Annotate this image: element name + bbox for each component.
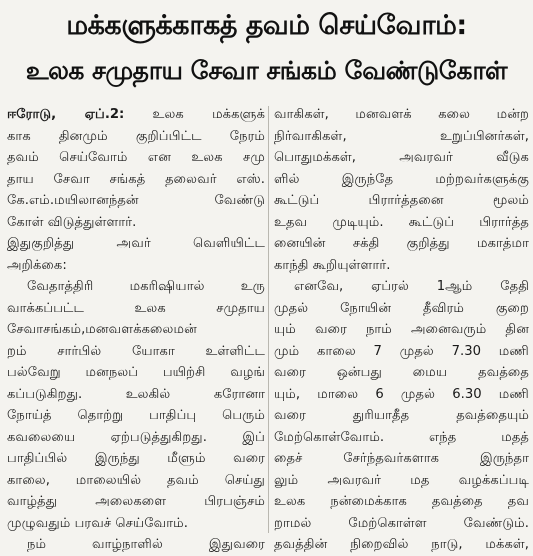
- article-column-left: [7, 104, 265, 552]
- text-line: வாக்கப்பட்ட உலக சமுதாய: [7, 300, 265, 316]
- text-line: வரை ஒன்பது மைய தவத்தை: [274, 365, 529, 380]
- text-line: வாழ்த்து அலைகளை பிரபஞ்சம்: [7, 494, 265, 509]
- text-line: மும் காலை 7 முதல் 7.30 மணி: [274, 343, 529, 359]
- text-line: [7, 104, 265, 126]
- text-line: உலக நன்மைக்காக தவத்தை தவ: [274, 494, 529, 509]
- text-line: காந்தி கூறியுள்ளார்.: [274, 257, 391, 273]
- headline-line-2: உலக சமுதாய சேவா சங்கம் வேண்டுகோள்: [25, 56, 508, 85]
- text-line: உதவ முடியும். கூட்டுப் பிரார்த்த: [274, 214, 529, 230]
- text-line: பாதிப்பில் இருந்து மீளும் வரை: [7, 451, 265, 466]
- text-line: நம் வாழ்நாளில் இதுவரை: [27, 537, 265, 552]
- headline-line-1: மக்களுக்காகத் தவம் செய்வோம்:: [66, 10, 467, 41]
- text-line: கப்படுகிறது. உலகில் கரோனா: [7, 386, 265, 402]
- text-line: அறிக்கை:: [7, 257, 67, 273]
- text-line: தாய சேவா சங்கத் தலைவர் எஸ்.: [7, 171, 265, 187]
- text-line: நோய்த் தொற்று பாதிப்பு பெரும்: [7, 408, 265, 423]
- text-line: தைச் சேர்ந்தவர்களாக இருந்தா: [274, 451, 529, 466]
- text-line: லும் அவரவர் மத வழக்கப்படி: [274, 472, 529, 488]
- text-line: தவத்தின் நிறைவில் நாடு, மக்கள்,: [274, 537, 529, 552]
- text-line: பல்வேறு மனநலப் பயிற்சி வழங்: [7, 365, 265, 380]
- text-line: வாகிகள், மனவளக் கலை மன்ற: [274, 107, 529, 122]
- text-line: றாமல் மேற்கொள்ள வேண்டும்.: [274, 515, 529, 531]
- text-line: நிர்வாகிகள், உறுப்பினர்கள்,: [274, 128, 529, 144]
- text-line: வேதாத்திரி மகரிஷியால் உரு: [27, 279, 265, 294]
- text-line: கூட்டுப் பிரார்த்தனை மூலம்: [274, 193, 529, 208]
- text-line: பொதுமக்கள், அவரவர் வீடுக: [274, 150, 529, 165]
- text-line: சேவாசங்கம்,மனவளக்கலைமன்: [7, 322, 197, 337]
- text-line: முழுவதும் பரவச் செய்வோம்.: [7, 515, 188, 531]
- text-line: றம் சார்பில் யோகா உள்ளிட்ட: [7, 343, 265, 359]
- text-line-content: உலக மக்களுக்: [152, 107, 265, 122]
- text-line: னையின் சக்தி குறித்து மகாத்மா: [274, 236, 529, 251]
- text-line: காக தினமும் குறிப்பிட்ட நேரம்: [7, 128, 265, 144]
- text-line: கோள் விடுத்துள்ளார்.: [7, 214, 137, 230]
- column-divider: [268, 106, 269, 533]
- text-line: தவம் செய்வோம் என உலக சமு: [7, 150, 265, 165]
- text-line: வரை துரியாதீத தவத்தையும்: [274, 408, 529, 423]
- article-column-right: [274, 104, 529, 552]
- text-line: முதல் நோயின் தீவிரம் குறை: [274, 300, 529, 316]
- text-line: கே.எம்.மயிலானந்தன் வேண்டு: [7, 193, 265, 208]
- dateline: ஈரோடு, ஏப்.2:: [7, 107, 125, 122]
- text-line: காலை, மாலையில் தவம் செய்து: [7, 472, 265, 488]
- text-line: எனவே, ஏப்ரல் 1ஆம் தேதி: [294, 279, 529, 294]
- text-line: கவலையை ஏற்படுத்துகிறது. இப்: [7, 429, 265, 445]
- text-line: இதுகுறித்து அவர் வெளியிட்ட: [7, 236, 265, 251]
- text-line: ளில் இருந்தே மற்றவர்களுக்கு: [274, 171, 529, 187]
- text-line: யும் வரை நாம் அனைவரும் தின: [274, 322, 529, 337]
- text-line: யும், மாலை 6 முதல் 6.30 மணி: [274, 386, 529, 402]
- text-line: மேற்கொள்வோம். எந்த மதத்: [274, 429, 529, 445]
